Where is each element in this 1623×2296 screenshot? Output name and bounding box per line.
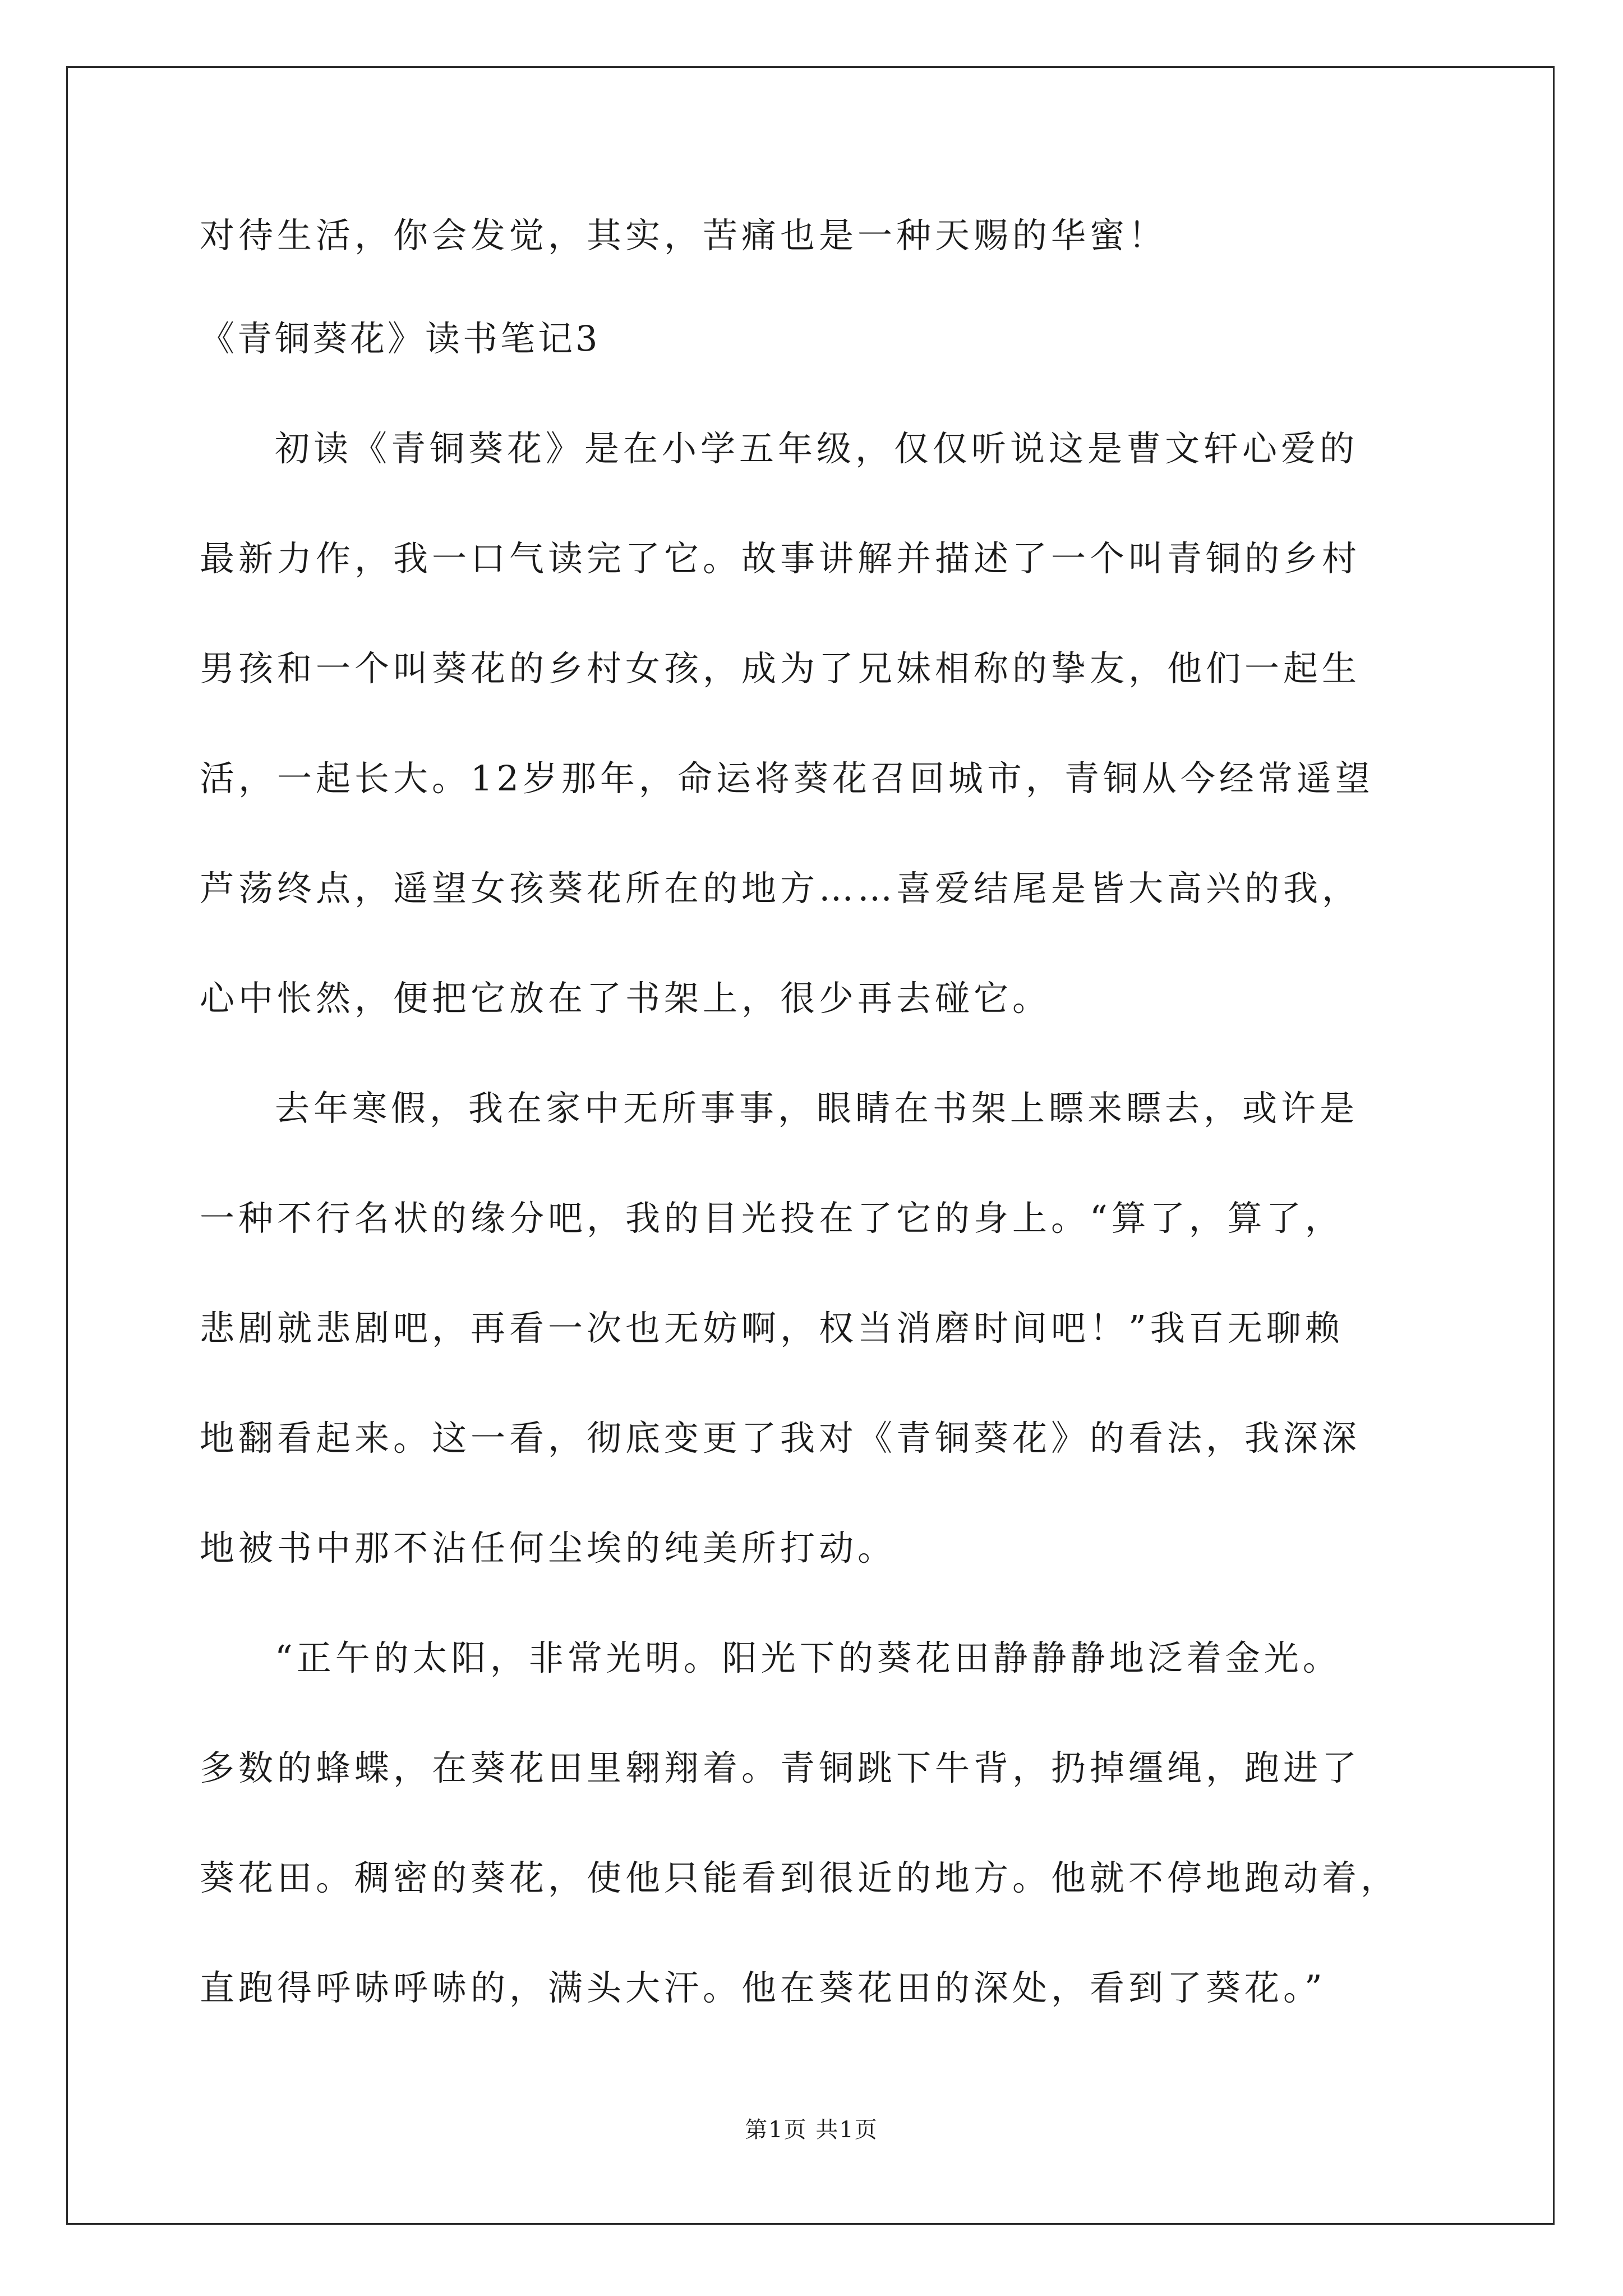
paragraph-line: “正午的太阳，非常光明。阳光下的葵花田静静静地泛着金光。 <box>275 1637 1341 1678</box>
paragraph-line: 一种不行名状的缘分吧，我的目光投在了它的身上。“算了，算了， <box>200 1198 1344 1239</box>
paragraph-line: 去年寒假，我在家中无所事事，眼睛在书架上瞟来瞟去，或许是 <box>275 1088 1359 1129</box>
page-footer: 第1页 共1页 <box>745 2117 878 2143</box>
paragraph-line: 最新力作，我一口气读完了它。故事讲解并描述了一个叫青铜的乡村 <box>200 538 1361 579</box>
paragraph-line: 初读《青铜葵花》是在小学五年级，仅仅听说这是曹文轩心爱的 <box>275 428 1359 469</box>
paragraph-line: 地翻看起来。这一看，彻底变更了我对《青铜葵花》的看法，我深深 <box>200 1418 1361 1458</box>
paragraph-line: 对待生活，你会发觉，其实，苦痛也是一种天赐的华蜜！ <box>200 215 1168 256</box>
paragraph-line: 男孩和一个叫葵花的乡村女孩，成为了兄妹相称的挚友，他们一起生 <box>200 648 1361 689</box>
paragraph-line: 多数的蜂蝶，在葵花田里翱翔着。青铜跳下牛背，扔掉缰绳，跑进了 <box>200 1747 1361 1788</box>
page-border <box>66 66 1555 2225</box>
paragraph-line: 悲剧就悲剧吧，再看一次也无妨啊，权当消磨时间吧！”我百无聊赖 <box>200 1308 1344 1349</box>
paragraph-line: 活，一起长大。12岁那年，命运将葵花召回城市，青铜从今经常遥望 <box>200 758 1374 799</box>
paragraph-line: 地被书中那不沾任何尘埃的纯美所打动。 <box>200 1527 897 1568</box>
section-heading: 《青铜葵花》读书笔记3 <box>200 318 601 359</box>
paragraph-line: 葵花田。稠密的葵花，使他只能看到很近的地方。他就不停地跑动着， <box>200 1857 1400 1898</box>
paragraph-line: 直跑得呼哧呼哧的，满头大汗。他在葵花田的深处，看到了葵花。” <box>200 1967 1326 2008</box>
paragraph-line: 心中怅然，便把它放在了书架上，很少再去碰它。 <box>200 978 1052 1019</box>
paragraph-line: 芦荡终点，遥望女孩葵花所在的地方……喜爱结尾是皆大高兴的我， <box>200 868 1361 909</box>
